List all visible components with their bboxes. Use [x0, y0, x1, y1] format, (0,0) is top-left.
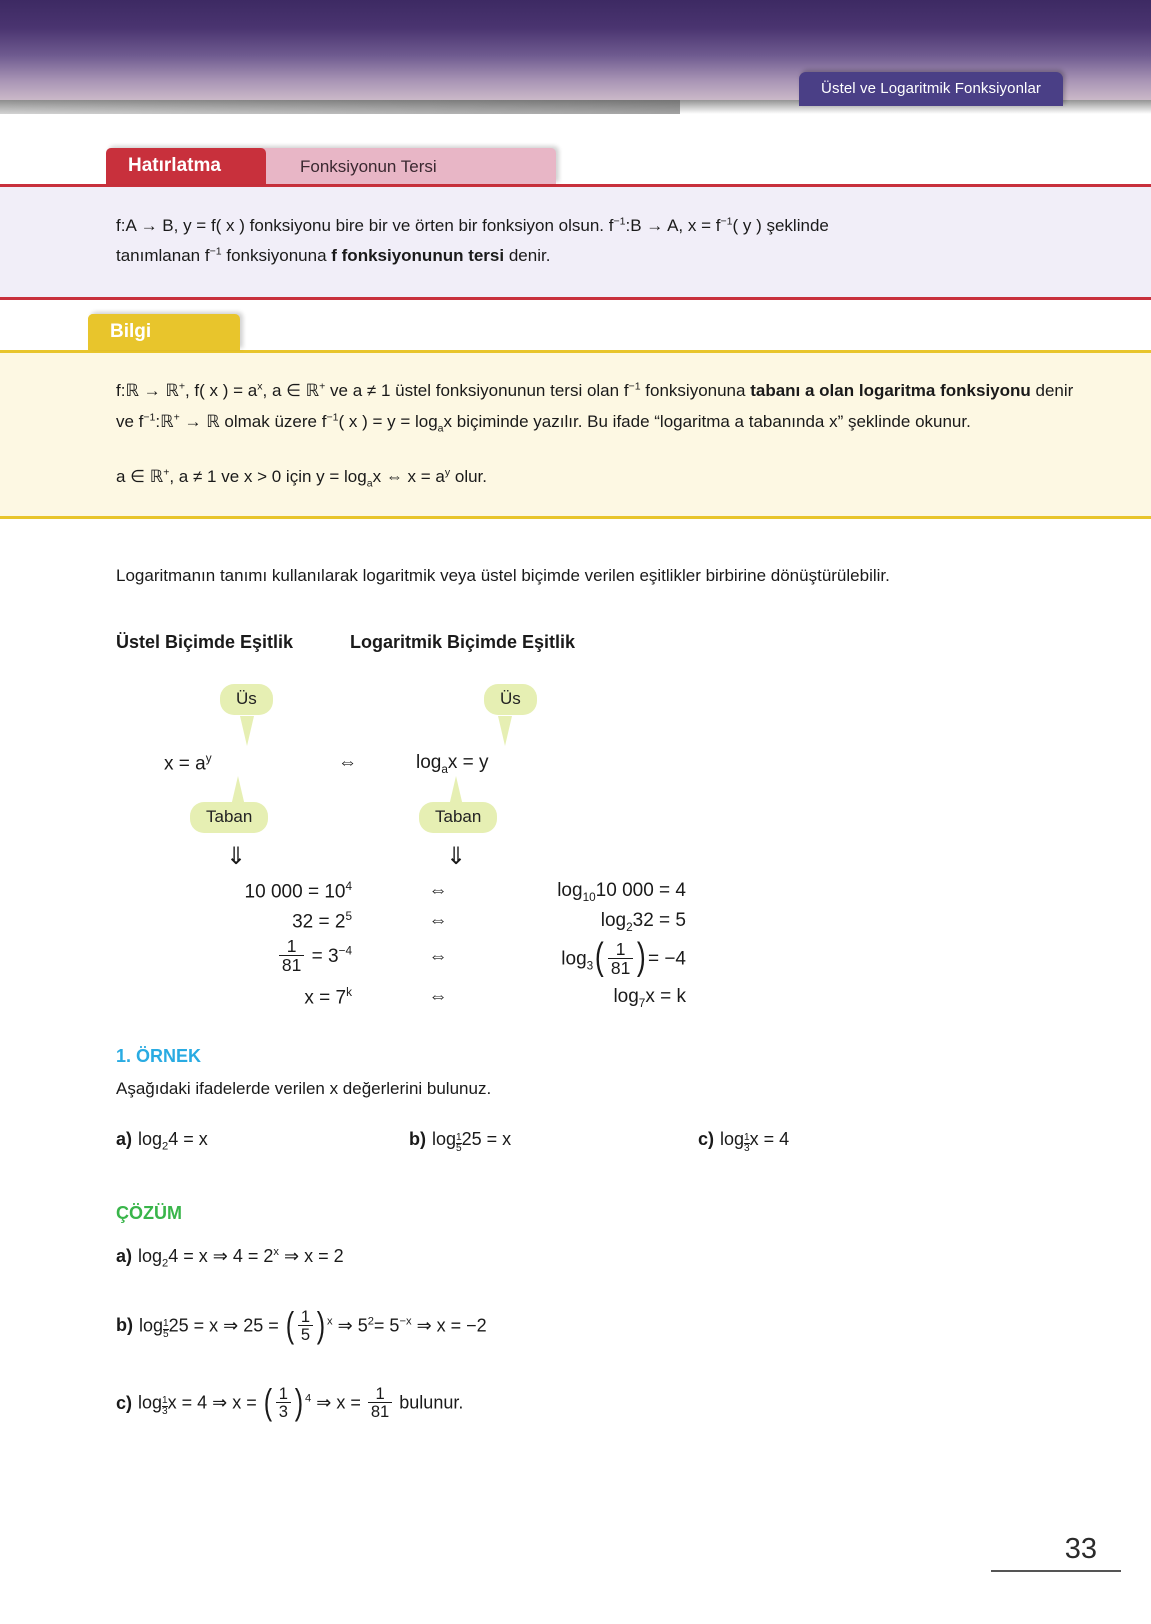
ornek-section [116, 1046, 1091, 1425]
heading-exponential-form: Üstel Biçimde Eşitlik [116, 632, 294, 653]
page-number: 33 [1064, 1533, 1097, 1565]
solution-c-paren-open: ( [263, 1381, 272, 1423]
table-row-3-relation: ⇔ [428, 946, 448, 968]
bilgi-content [0, 350, 1151, 519]
hatirlatma-line-2 [116, 241, 1091, 271]
ornek-title: 1. ÖRNEK [116, 1046, 202, 1067]
bilgi-l1-p5: fonksiyonuna [640, 381, 751, 400]
bilgi-l2-p2: :ℝ [155, 412, 174, 432]
solution-c-result-fraction: $\frac{1}{81}$ [368, 1385, 392, 1421]
paren-close: ) [637, 936, 647, 979]
table-row-2-logarithmic: $\log_232 = 5$ [600, 910, 686, 934]
hatirlatma-line1-c: ( y ) şeklinde [732, 216, 829, 235]
table-row-2-exponential: $32 = 2^5$ [292, 910, 352, 933]
problem-a-label: a) [116, 1129, 133, 1150]
problem-a: a) $\log_24 = x$ [116, 1129, 208, 1153]
heading-logarithmic-form: Logaritmik Biçimde Eşitlik [350, 632, 576, 653]
column-headings [116, 632, 1091, 658]
solution-b-paren-open: ( [285, 1304, 295, 1346]
left-equation-exponent: y [205, 752, 212, 766]
cozum-title: ÇÖZÜM [116, 1203, 182, 1224]
sub-a-2: a [366, 477, 373, 490]
us-bubble-right: Üs [484, 684, 537, 715]
bilgi-second-statement [116, 461, 1091, 494]
us-bubble-left-tail [240, 716, 254, 746]
problem-c: c) log $\frac{1}{3}$ x = 4 [698, 1129, 790, 1154]
solution-c-label: c) [116, 1392, 133, 1413]
problem-b: b) log $\frac{1}{5}$ 25 = x [409, 1129, 512, 1154]
bilgi-paragraph [116, 375, 1091, 439]
page-number-rule [991, 1570, 1121, 1572]
taban-bubble-left: Taban [190, 802, 268, 833]
bilgi-l1-p3: , a ∈ ℝ [262, 381, 320, 400]
table-row-4-relation: ⇔ [428, 986, 448, 1008]
bilgi-l1-p1: f:ℝ → ℝ [116, 381, 179, 400]
bilgi-l3: ifade “logaritma a tabanında x” şeklinde okunur. [612, 412, 971, 432]
sup-plus-3: + [173, 411, 180, 424]
bilgi-tab-label: Bilgi [88, 314, 173, 350]
sup-plus-2: + [319, 380, 326, 393]
hatirlatma-header [106, 148, 556, 184]
solution-a-label: a) [116, 1246, 133, 1267]
sup-x-1: x [257, 380, 263, 393]
solution-c-fraction: $\frac{1}{3}$ [276, 1385, 291, 1421]
hatirlatma-tab-label: Hatırlatma [106, 148, 266, 184]
table-row-1-exponential: 10 $000 = 10^4$ [244, 880, 352, 903]
solution-c-log-base: $\frac{1}{3}$ [162, 1395, 168, 1418]
bilgi-l4-p3: x ⇔ x = a [372, 467, 445, 487]
bilgi-l2-p3: → ℝ olmak üzere f [179, 412, 327, 432]
bilgi-header [88, 314, 240, 350]
solution-c: c) log $\frac{1}{3}$ x = 4 ⇒ x = ( $\frac{1}{3}$ ) $^4$ ⇒ x = $\frac{1}{81}$ bulunur. [116, 1381, 464, 1423]
conversion-table [116, 880, 736, 1020]
table-row-1-relation: ⇔ [428, 880, 448, 902]
us-bubble-left: Üs [220, 684, 273, 715]
solution-b-log-base: $\frac{1}{5}$ [163, 1317, 169, 1340]
hatirlatma-line-1 [116, 211, 1091, 241]
problem-b-label: b) [409, 1129, 426, 1150]
bilgi-l2-p5: x biçiminde yazılır. Bu [443, 412, 608, 432]
left-equation [164, 752, 212, 775]
equiv-symbol-diagram: ⇔ [338, 752, 357, 774]
fraction-1-over-81-right: $\frac{1}{81}$ [608, 940, 633, 978]
bilgi-l1-p2: , f( x ) = a [184, 381, 258, 400]
bilgi-l2-bold: logaritma fonksiyonu [858, 381, 1031, 400]
solution-b-paren-close: ) [316, 1304, 326, 1346]
sup-plus-4: + [163, 466, 170, 479]
problem-c-label: c) [698, 1129, 715, 1150]
sup-minus1-d: −1 [326, 411, 339, 424]
paren-open: ( [595, 936, 604, 979]
down-arrow-right: ⇓ [446, 843, 467, 871]
hatirlatma-line2-c: denir. [508, 245, 551, 265]
bilgi-l2-p4: ( x ) = y = log [338, 412, 438, 432]
form-conversion-diagram [116, 664, 1091, 1010]
hatirlatma-line1-a: f:A → B, y = f( x ) fonksiyonu bire bir ve örten bir fonksiyon olsun. [116, 216, 605, 235]
hatirlatma-line1-b: :B → A, x = f [625, 216, 721, 235]
table-row-3-exponential: $\frac{1}{81}$ = $3^{-4}$ [162, 938, 352, 976]
table-row-1-logarithmic: $\log_{10}10$ 000 = 4 [557, 880, 686, 904]
hatirlatma-content [0, 184, 1151, 300]
solution-b-label: b) [116, 1315, 133, 1336]
solution-b: b) log $\frac{1}{5}$ 25 = x ⇒ 25 = ( $\frac{1}{5}$ ) $^x$ ⇒ $5^2= 5^{-x}$ ⇒ x = −2 [116, 1304, 487, 1346]
table-row-3-logarithmic: $\log_3$( $\frac{1}{81}$ )= −4 [561, 936, 686, 979]
sub-a-1: a [437, 422, 444, 435]
us-bubble-right-tail [498, 716, 512, 746]
bilgi-l4-p2: , a ≠ 1 ve x > 0 için y = log [169, 467, 367, 487]
bilgi-l2-p1: denir ve f [116, 381, 1074, 432]
subscript-fraction-1-3: $\frac{1}{3}$ [744, 1131, 750, 1154]
table-row-4-logarithmic: $\log_7x = k$ [613, 986, 686, 1010]
subscript-fraction-1-5: $\frac{1}{5}$ [456, 1131, 462, 1154]
solution-a: a) $\log_24 = x$ ⇒ $4 = 2^x$ ⇒ x = 2 [116, 1246, 344, 1270]
left-equation-base: x = a [164, 753, 206, 775]
hatirlatma-box [0, 148, 1151, 300]
bilgi-l4-p4: olur. [450, 467, 487, 487]
solution-b-fraction: $\frac{1}{5}$ [298, 1308, 313, 1344]
inverse-f-2: $f^{-1}$ [204, 245, 222, 265]
table-row-2-relation: ⇔ [428, 910, 448, 932]
ornek-problem-list [116, 1129, 1091, 1181]
hatirlatma-line2-b: fonksiyonuna [226, 245, 327, 265]
solution-c-paren-close: ) [294, 1381, 304, 1423]
bilgi-l1-bold: tabanı a olan [750, 381, 855, 400]
fraction-1-over-81-left: $\frac{1}{81}$ [279, 937, 304, 975]
sup-plus-1: + [178, 380, 185, 393]
table-row-4-exponential: $x = 7^k$ [304, 986, 352, 1009]
sup-minus1-c: −1 [143, 411, 156, 424]
right-equation-base: a [441, 762, 448, 776]
sup-minus1-a: −1 [720, 215, 733, 228]
hatirlatma-line2-a: tanımlanan [116, 245, 201, 265]
bilgi-l4-p1: a ∈ ℝ [116, 467, 164, 487]
bilgi-l1-p4: ve a ≠ 1 üstel fonksiyonunun tersi olan f [325, 381, 629, 400]
inverse-f-1: $f^{-1}$ [608, 215, 626, 235]
sup-minus1-b: −1 [628, 380, 641, 393]
chapter-title-tab: Üstel ve Logaritmik Fonksiyonlar [799, 72, 1063, 106]
right-equation-rest: x = y [447, 752, 489, 774]
right-equation-log: log [416, 752, 442, 774]
taban-bubble-right: Taban [419, 802, 497, 833]
bilgi-box [0, 314, 1151, 519]
hatirlatma-line2-bold: f fonksiyonunun tersi [331, 245, 505, 265]
intro-paragraph: Logaritmanın tanımı kullanılarak logaritmik veya üstel biçimde verilen eşitlikler birbirine dönüştürülebilir. [116, 566, 890, 585]
main-content [0, 548, 1151, 1425]
hatirlatma-subtitle: Fonksiyonun Tersi [300, 157, 437, 176]
right-equation [416, 752, 489, 776]
down-arrow-left: ⇓ [226, 843, 247, 871]
sup-y-1: y [444, 466, 451, 479]
ornek-question: Aşağıdaki ifadelerde verilen x değerlerini bulunuz. [116, 1079, 492, 1099]
